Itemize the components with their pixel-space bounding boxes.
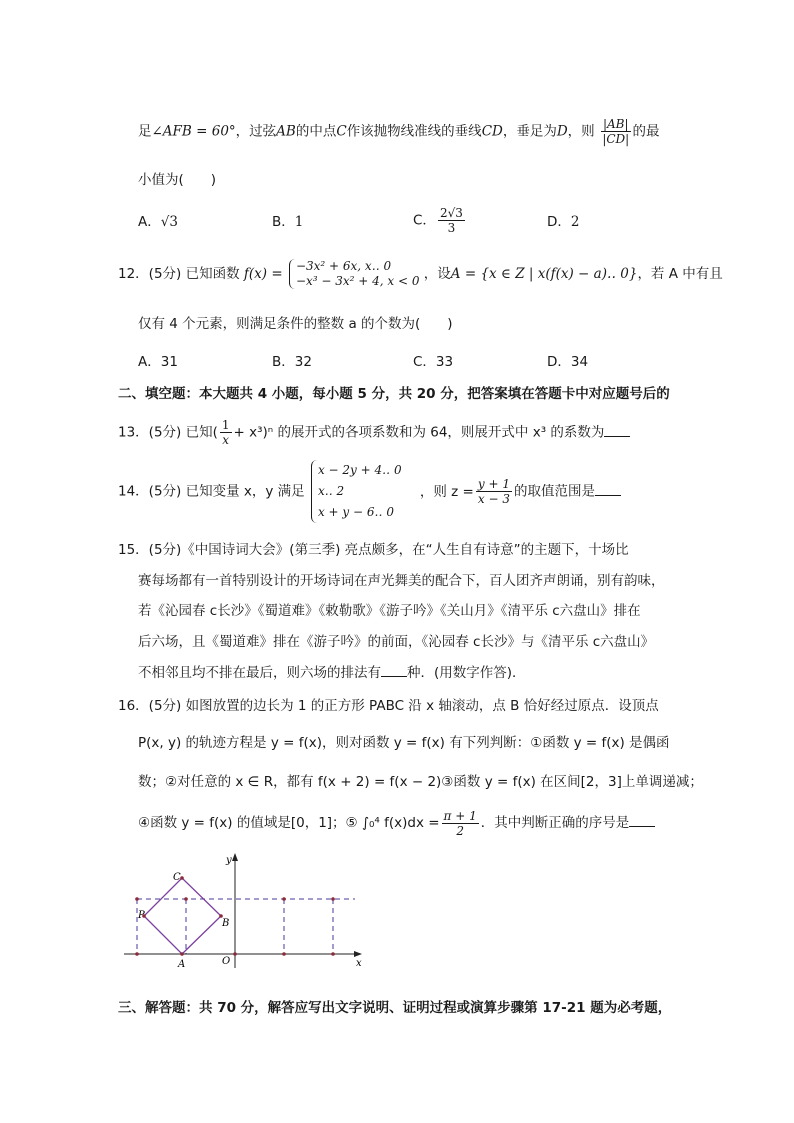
rolling-square-figure	[118, 850, 368, 975]
option-label: A．	[138, 214, 161, 230]
q12-option-c: C．33	[413, 354, 454, 370]
q11-option-b	[272, 212, 303, 232]
q12-text: ，设	[423, 266, 451, 282]
q15-line1: 15．(5分)《中国诗词大会》(第三季) 亮点颇多，在“人生自有诗意”的主题下，十场比	[118, 542, 629, 558]
q11-line2: 小值为( )	[138, 172, 217, 188]
label-b: B	[222, 918, 230, 929]
q16-answer-blank	[629, 812, 655, 827]
label-y: y	[226, 855, 232, 866]
option-label: D．	[547, 214, 571, 230]
q14-z-den: x − 3	[477, 492, 510, 506]
q16-line4	[138, 808, 655, 838]
q14-text: 的取值范围是	[513, 483, 595, 500]
label-x: x	[356, 958, 362, 969]
q14-constraints	[311, 460, 402, 523]
q13-fraction	[220, 418, 232, 447]
q12-option-a: A．31	[138, 354, 178, 370]
q15-line3: 若《沁园春 c长沙》《蜀道难》《敕勒歌》《游子吟》《关山月》《清平乐 c六盘山》排在	[138, 603, 641, 619]
q12-line1	[118, 256, 723, 292]
q15-answer-blank	[381, 662, 407, 677]
section3-heading: 三、解答题：共 70 分，解答应写出文字说明、证明过程或演算步骤第 17-21 题为必考题，	[118, 1000, 672, 1016]
q11-option-d	[547, 212, 580, 232]
q16-line2: P(x, y) 的轨迹方程是 y = f(x)，则对函数 y = f(x) 有下列判断：①函数 y = f(x) 是偶函	[138, 735, 670, 751]
q11-line1	[138, 117, 660, 146]
dashed-grid	[137, 899, 355, 954]
option-value: 1	[294, 214, 304, 230]
q11-text: 作该抛物线准线的垂线	[346, 123, 482, 140]
option-label: C．	[413, 212, 436, 229]
q13	[118, 418, 630, 447]
square-pabc	[144, 878, 221, 954]
q13-answer-blank	[604, 422, 630, 437]
label-o: O	[222, 956, 231, 967]
q14-constraint1: x − 2y + 4‥ 0	[317, 463, 402, 477]
option-value-fraction	[438, 206, 465, 235]
y-axis-arrow	[232, 853, 238, 861]
q11-angle: ∠AFB = 60°	[151, 123, 236, 140]
q12-line2: 仅有 4 个元素，则满足条件的整数 a 的个数为( )	[138, 316, 453, 332]
q11-ratio-den: |CD|	[602, 132, 630, 146]
q11-point-c: C	[336, 123, 347, 140]
q12-case2: −x³ − 3x² + 4, x < 0	[295, 274, 420, 288]
q12-option-d: D．34	[547, 354, 589, 370]
q11-text: 的最	[632, 123, 660, 140]
q12-set: A = {x ∈ Z | x(f(x) − a)‥ 0}	[450, 266, 638, 282]
q12-piecewise	[289, 259, 420, 289]
q12-prefix: 12．(5分) 已知函数	[118, 266, 240, 282]
q12-fx: f(x) =	[243, 266, 283, 282]
q12-text: ，若 A 中有且	[637, 266, 723, 282]
q11-option-a	[138, 212, 178, 232]
q16-line3: 数；②对任意的 x ∈ R，都有 f(x + 2) = f(x − 2)③函数 y = f(x) 在区间[2，3]上单调递减；	[138, 774, 703, 790]
q12-option-b: B．32	[272, 354, 312, 370]
q14-z-num: y + 1	[477, 477, 510, 491]
option-value: 2	[570, 214, 580, 230]
q15-line5	[138, 662, 526, 683]
q16-integral-fraction	[442, 809, 479, 838]
label-p: P	[138, 910, 145, 921]
q11-ratio	[601, 117, 631, 146]
q15-line4: 后六场，且《蜀道难》排在《游子吟》的前面，《沁园春 c长沙》与《清平乐 c六盘山》	[138, 634, 655, 650]
q16-text: ．其中判断正确的序号是	[480, 815, 630, 831]
q11-text: 的中点	[295, 123, 337, 140]
q14-answer-blank	[595, 481, 621, 496]
q16-int-num: π + 1	[443, 808, 477, 823]
q15-text: 种．(用数字作答)．	[407, 665, 526, 681]
q13-text: + x³)ⁿ 的展开式的各项系数和为 64，则展开式中 x³ 的系数为	[233, 424, 605, 441]
section2-heading: 二、填空题：本大题共 4 小题，每小题 5 分，共 20 分，把答案填在答题卡中对应题号后的	[118, 386, 670, 402]
q14-text: ，则 z =	[419, 483, 474, 500]
q13-prefix: 13．(5分) 已知(	[118, 424, 218, 441]
option-label: B．	[272, 214, 295, 230]
option-value: √3	[160, 214, 178, 230]
option-value-num: 2√3	[439, 206, 463, 220]
q11-option-c	[413, 206, 467, 235]
q11-text: ，过弦	[235, 123, 277, 140]
q11-text: 足	[138, 123, 152, 140]
q11-ratio-num: |AB|	[602, 117, 629, 131]
q13-frac-den: x	[222, 433, 230, 447]
option-value-den: 3	[447, 221, 456, 235]
q15-line2: 赛每场都有一首特别设计的开场诗词在声光舞美的配合下，百人团齐声朗诵，别有韵味，	[138, 573, 665, 589]
q11-point-d: D	[556, 123, 568, 140]
x-axis-arrow	[354, 951, 362, 957]
label-c: C	[173, 872, 181, 883]
q16-line1: 16．(5分) 如图放置的边长为 1 的正方形 PABC 沿 x 轴滚动，点 B 恰好经过原点．设顶点	[118, 698, 659, 714]
q11-text: ，则	[567, 123, 595, 140]
q11-chord: AB	[276, 123, 296, 140]
q16-int-den: 2	[456, 823, 464, 838]
q12-case1: −3x² + 6x, x‥ 0	[295, 259, 392, 273]
label-a: A	[178, 959, 186, 970]
q14-constraint2: x‥ 2	[317, 484, 345, 498]
q11-line-cd: CD	[481, 123, 503, 140]
q11-text: ，垂足为	[502, 123, 557, 140]
q14-constraint3: x + y − 6‥ 0	[317, 505, 394, 519]
q15-text: 不相邻且均不排在最后，则六场的排法有	[138, 665, 381, 681]
q14	[118, 460, 621, 523]
q16-text: ④函数 y = f(x) 的值域是[0，1]；⑤ ∫₀⁴ f(x)dx =	[138, 815, 440, 831]
q14-prefix: 14．(5分) 已知变量 x，y 满足	[118, 483, 305, 500]
q14-z-fraction	[476, 477, 512, 506]
q13-frac-num: 1	[221, 418, 230, 432]
